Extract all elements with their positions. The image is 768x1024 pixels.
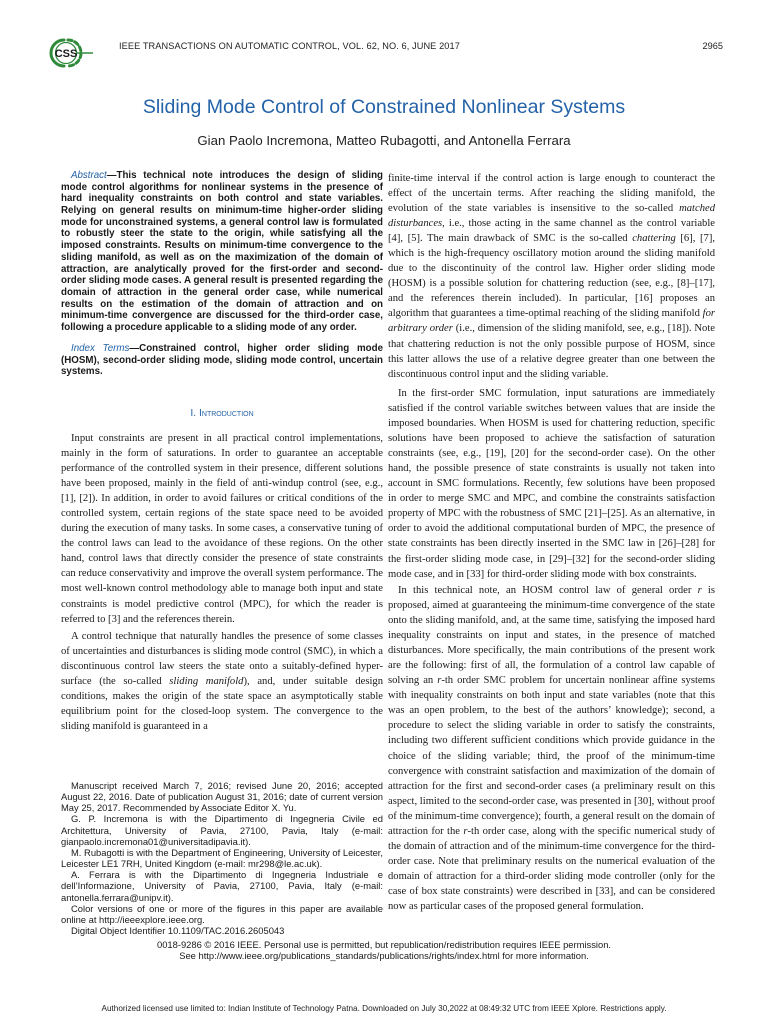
paragraph-text: Input constraints are present in all practical control implementations, mainly in the form of saturations. In order to guarantee an acceptable performance of the controlled system in their presence, different solutions have been proposed, mainly in the field of anti-windup control (see, e.g., [1], [2]). In addition, in order to avoid failures or critical conditions of the controlled system, certain regions of the state space need to be avoided during the execution of many tasks. In some cases, a conservative tuning of the control laws can lead to the avoidance of these regions. On the other hand, control laws that directly consider the presence of state constraints can reduce conservativity and improve the overall system performance. The most well-known control methodology able to manage both input and state constraints is model predictive control (MPC), for which the reader is referred to [3] and the references therein.: [61, 433, 383, 625]
paragraph-text: In this technical note, an HOSM control law of general order: [398, 585, 698, 596]
paper-title: Sliding Mode Control of Constrained Nonlinear Systems: [142, 96, 626, 118]
emphasis-matched-disturbances: matched disturbances: [388, 203, 715, 230]
paragraph-text: (i.e., dimension of the sliding manifold, see, e.g., [18]). Note that chattering reduction is not the only possible purpose of HOSM, since this latter allows the use of a relative degree greater than one between the discontinuous control input and the sliding variable.: [388, 323, 715, 380]
paragraph-text: finite-time interval if the control action is large enough to counteract the effect of the uncertain terms. After reaching the sliding manifold, the evolution of the state variables is insensitive to the so-called: [388, 173, 715, 215]
paragraph-text: -th order case, along with the specific numerical study of the domain of attraction and of the minimum-time convergence for the third-order case. Note that preliminary results on the numerical evaluation of the domain of attraction for a third-order sliding mode controller (only for the case of box state constraints) were described in [33], and can be considered now as particular cases of the proposed general formulation.: [388, 825, 715, 912]
paragraph-text: , i.e., those acting in the same channel as the control variable [4], [5]. The main drawback of SMC is the so-called: [388, 218, 715, 245]
math-variable-r: r: [697, 585, 702, 596]
abstract-text: This technical note introduces the design of sliding mode control algorithms for nonlinear systems in the presence of hard inequality constraints on both control and state variables. Relying on general results on minimum-time higher-order sliding mode for unconstrained systems, a general control law is formulated to robustly steer the state to the origin, while satisfying all the imposed constraints. Results on minimum-time convergence to the sliding manifold, as well as on the maximization of the domain of attraction, are analytically proved for the first-order and second-order sliding mode cases. A general result is presented regarding the domain of attraction in the general order case, while numerical results on the estimation of the domain of attraction and on minimum-time convergence are discussed for the third-order case, following a procedure applicable to a sliding mode of any order.: [61, 170, 383, 333]
css-society-logo: [38, 36, 94, 70]
paragraph-text: -th order SMC problem for uncertain nonlinear affine systems with inequality constraints on both input and state variables (note that this was an open problem, to the best of the authors’ knowledge); second, a procedure to select the sliding variable in order to satisfy the constraints, including two different sufficient conditions which provide guidance in the choice of the sliding variable; third, the proof of the minimum-time convergence with constraint satisfaction and maximization of the domain of attraction for the first and second-order cases (a preliminary result on this aspect, limited to the second-order case, was presented in [30], without proof of the minimum-time convergence); fourth, a general result on the domain of attraction for the: [388, 675, 715, 837]
intro-paragraph-5: [388, 583, 715, 914]
index-terms-label: Index Terms: [71, 343, 130, 354]
footnotes: [61, 780, 383, 936]
rights-info-line: See http://www.ieee.org/publications_standards/publications/rights/index.html for more information.: [179, 950, 589, 962]
intro-paragraph-3: [388, 171, 715, 382]
index-terms-dash: —: [129, 343, 140, 354]
footnote-manuscript: Manuscript received March 7, 2016; revised June 20, 2016; accepted August 22, 2016. Date of publication August 31, 2016; date of current version May 25, 2017. Recommended by Associate Editor X. Yu.: [61, 780, 383, 814]
page-number: 2965: [702, 41, 723, 51]
license-notice: Authorized licensed use limited to: Indian Institute of Technology Patna. Downloaded on July 30,2022 at 08:49:32 UTC from IEEE Xplore. Restrictions apply.: [101, 1004, 667, 1013]
math-variable-r: r: [463, 825, 468, 837]
footnote-author-2: M. Rubagotti is with the Department of Engineering, University of Leicester, Leicester LE1 7RH, United Kingdom (e-mail: mr298@le.ac.uk).: [61, 846, 383, 870]
copyright-line: 0018-9286 © 2016 IEEE. Personal use is permitted, but republication/redistribution requires IEEE permission.: [156, 939, 612, 950]
intro-paragraph-2: [61, 629, 383, 734]
section-heading: [61, 408, 383, 419]
section-number: I.: [190, 408, 197, 419]
logo-text: CSS: [54, 48, 78, 60]
intro-paragraph-4: [388, 386, 715, 582]
emphasis-chattering: chattering: [632, 233, 676, 245]
section-title: Introduction: [199, 408, 254, 419]
abstract-dash: —: [106, 170, 117, 181]
math-variable-r: r: [437, 675, 442, 687]
paragraph-text: ), and, under suitable design conditions, makes the origin of the state space an asymptotically stable equilibrium point for the closed-loop system. The convergence to the sliding manifold is guaranteed in a: [61, 676, 383, 733]
abstract-label: Abstract: [71, 170, 107, 181]
emphasis-sliding-manifold: sliding manifold: [169, 676, 244, 688]
paragraph-text: A control technique that naturally handles the presence of some classes of uncertainties and disturbances is sliding mode control (SMC), in which a discontinuous control law steers the state onto a suitably-defined hyper-surface (the so-called: [61, 631, 383, 688]
copyright-notice: [0, 939, 768, 961]
footnote-color-versions: Color versions of one or more of the figures in this paper are available online at http://ieeexplore.ieee.org.: [61, 902, 383, 925]
paragraph-text: is proposed, aimed at guaranteeing the minimum-time convergence of the state onto the sliding manifold, and, at the same time, satisfying the imposed hard inequality constraints on input and states, in the presence of matched disturbances. More specifically, the main contributions of the present work are the following: first of all, the formulation of a control law capable of solving an: [388, 585, 715, 687]
intro-paragraph-1: [61, 431, 383, 627]
footnote-author-3: A. Ferrara is with the Dipartimento di Ingegneria Industriale e dell’Informazione, University of Pavia, 27100, Pavia, Italy (e-mail: antonella.ferrara@unipv.it).: [61, 869, 383, 903]
emphasis-arbitrary-order: for arbitrary order: [388, 308, 715, 335]
paragraph-text: In the first-order SMC formulation, input saturations are immediately satisfied if the control variable switches between values that are inside the imposed boundaries. When HOSM is used for chattering reduction, specific solutions have been proposed to achieve the satisfaction of saturation constraints (see, e.g., [19], [20] for the second-order case). On the other hand, the possible presence of state constraints is usually not taken into account in SMC formulations. Recently, few solutions have been proposed in order to merge SMC and MPC, and combine the constraints satisfaction property of MPC with the robustness of SMC [21]–[25]. As an alternative, in order to avoid the additional computational burden of MPC, the presence of state constraints has been directly inserted in the SMC law in [26]–[28] for the first-order sliding mode case, in [29]–[32] for the second-order sliding mode case, and in [33] for third-order sliding mode with box constraints.: [388, 388, 715, 580]
footnote-doi: Digital Object Identifier 10.1109/TAC.2016.2605043: [71, 925, 285, 937]
running-head: IEEE TRANSACTIONS ON AUTOMATIC CONTROL, VOL. 62, NO. 6, JUNE 2017: [119, 41, 460, 51]
paper-authors: Gian Paolo Incremona, Matteo Rubagotti, and Antonella Ferrara: [197, 133, 571, 148]
index-terms: [61, 343, 383, 378]
paragraph-text: [6], [7], which is the high-frequency oscillatory motion around the sliding manifold due to the discontinuity of the control law. Higher order sliding mode (HOSM) is a possible solution for chattering reduction (see, e.g., [8]–[17], and the references therein included). In particular, [16] proposes an algorithm that guarantees a time-optimal reaching of the sliding manifold: [388, 233, 715, 320]
index-terms-text: Constrained control, higher order sliding mode (HOSM), second-order sliding mode, sliding mode control, uncertain systems.: [61, 343, 383, 378]
abstract: [61, 170, 383, 334]
footnote-author-1: G. P. Incremona is with the Dipartimento di Ingegneria Civile ed Architettura, University of Pavia, 27100, Pavia, Italy (e-mail: gianpaolo.incremona01@universitadipavia.it).: [61, 813, 383, 847]
